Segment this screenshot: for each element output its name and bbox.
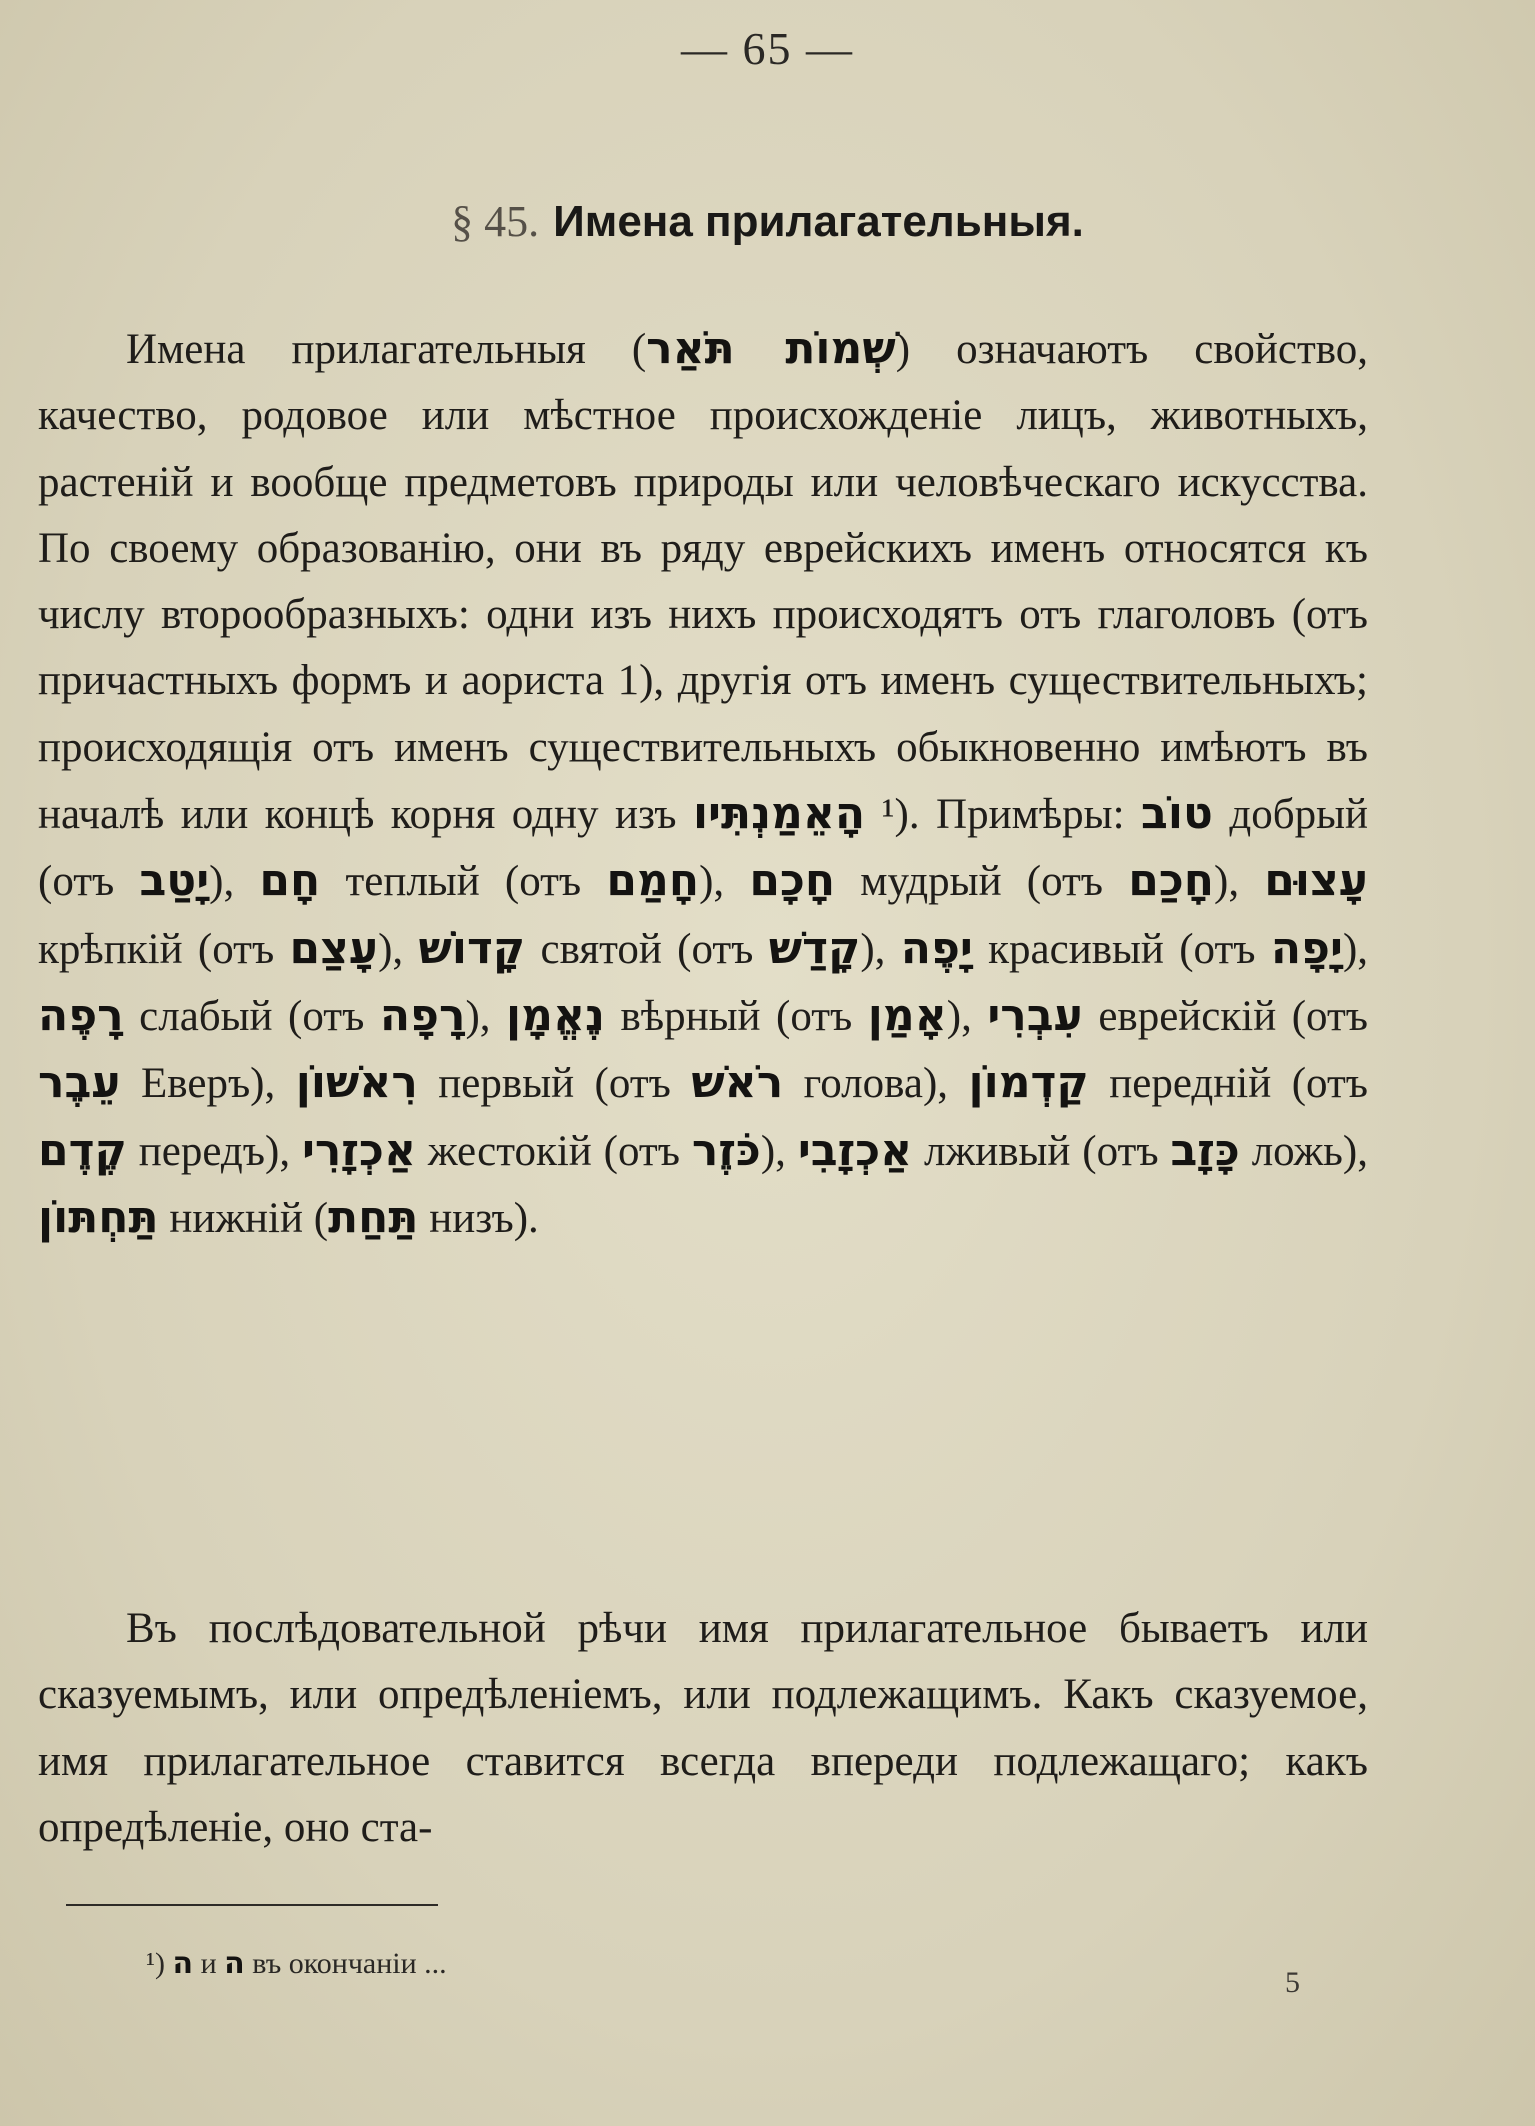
text-run: красивый (отъ [972,925,1271,973]
hebrew-word: תַּחְתּוֹן [38,1191,159,1243]
hebrew-word: אָמַן [867,989,947,1041]
text-run: жестокій (отъ [415,1127,692,1175]
hebrew-word: עִבְרִי [987,989,1083,1041]
hebrew-word: קָדַשׁ [768,922,861,974]
hebrew-word: יָטַב [139,855,210,907]
hebrew-word: חָכַם [1128,855,1215,907]
section-title: Имена прилагательныя. [553,197,1084,246]
text-run: лживый (отъ [912,1127,1171,1175]
text-run: добрый (отъ [38,791,1368,906]
text-run: крѣпкій (отъ [38,925,290,973]
text-run: ), [946,992,988,1040]
hebrew-word: כֹּזֶר [691,1124,761,1176]
page-number: — 65 — [681,23,854,74]
text-run: нижній ( [158,1194,329,1242]
section-number: § 45. [451,197,540,246]
text-run: въ окончаніи ... [244,1947,447,1980]
text-run: голова), [783,1060,969,1108]
paragraph [38,316,1368,1252]
hebrew-word: רֹאשׁ [691,1057,784,1109]
hebrew-word: הָאֵמַנְתִּיו [692,788,866,840]
text-run: слабый (отъ [123,992,380,1040]
text-run: первый (отъ [417,1060,692,1108]
hebrew-word: קֶדֶם [38,1124,127,1176]
text-run: ), [760,1127,798,1175]
text-run: ¹). Примѣры: [865,791,1142,839]
text-run: ), [1342,925,1369,973]
hebrew-word: תַּחַת [328,1191,419,1243]
hebrew-word: קַדְמוֹן [968,1057,1089,1109]
text-run: передъ), [126,1127,302,1175]
text-run: Имена прилагательныя ( [126,326,647,373]
footnote [146,1946,447,1981]
hebrew-word: רִאשׁוֹן [295,1057,418,1109]
footnote-marker: ¹) [146,1947,165,1980]
text-run: ), [699,858,750,906]
text-run: передній (отъ [1088,1060,1368,1108]
signature-mark: 5 [1285,1966,1300,1999]
hebrew-word: עֵבֶר [38,1057,121,1109]
hebrew-word: חָמַם [606,855,700,907]
text-run: Въ послѣдовательной рѣчи имя прилагательное бываетъ или сказуемымъ, или опредѣленіемъ, или подлежащимъ. Какъ сказуемое, имя прилагательное ставится всегда впереди подлежащаго; какъ опредѣленіе, оно ста- [38,1605,1368,1851]
hebrew-word: חָם [259,855,321,907]
text-run: ), [378,925,419,973]
text-run: теплый (отъ [320,858,607,906]
text-run: мудрый (отъ [835,858,1129,906]
text-run: святой (отъ [525,925,769,973]
hebrew-word: יָפֶה [900,922,973,974]
hebrew-word: טוֹב [1141,788,1213,840]
text-run: еврейскій (отъ [1082,992,1369,1040]
hebrew-word: אַכְזָרִי [301,1124,416,1176]
hebrew-word: יָפָה [1270,922,1343,974]
text-run: ), [860,925,901,973]
text-run: и [193,1947,225,1980]
hebrew-word: ה [224,1946,245,1981]
text-run: ложь), [1239,1127,1368,1175]
hebrew-word: ה [172,1946,194,1981]
text-run: ), [209,858,260,906]
text-run: низъ). [418,1194,539,1242]
hebrew-word: רָפֶה [38,989,124,1041]
text-run: ), [465,992,507,1040]
footnote-text [165,1947,447,1980]
hebrew-word: כָּזָב [1170,1124,1240,1176]
text-run: ), [1214,858,1265,906]
hebrew-word: חָכָם [749,855,836,907]
hebrew-word: נֶאֱמָן [506,989,605,1041]
hebrew-word: עָצַם [289,922,379,974]
footnote-divider [66,1904,438,1906]
hebrew-word: עָצוּם [1264,855,1368,907]
hebrew-word: קָדוֹשׁ [418,922,526,974]
text-run: ) означаютъ свойство, качество, родовое или мѣстное происхожденіе лицъ, животныхъ, растеній и вообще предметовъ природы или человѣческаго искусства. По своему образованію, они въ ряду еврейскихъ именъ относятся къ числу второобразныхъ: одни изъ нихъ происходятъ отъ глаголовъ (отъ причастныхъ формъ и аориста 1), другія отъ именъ существительныхъ; происходящія отъ именъ существительныхъ обыкновенно имѣютъ въ началѣ или концѣ корня одну изъ [38,326,1369,839]
paragraph [38,1596,1368,1861]
hebrew-word: רָפָה [379,989,466,1041]
text-run: Еверъ), [120,1060,296,1108]
text-run: вѣрный (отъ [604,992,868,1040]
hebrew-word: אַכְזָבִי [797,1124,913,1176]
section-heading [0,196,1535,247]
hebrew-word: שְׁמוֹת תֹּאַר [646,323,896,374]
